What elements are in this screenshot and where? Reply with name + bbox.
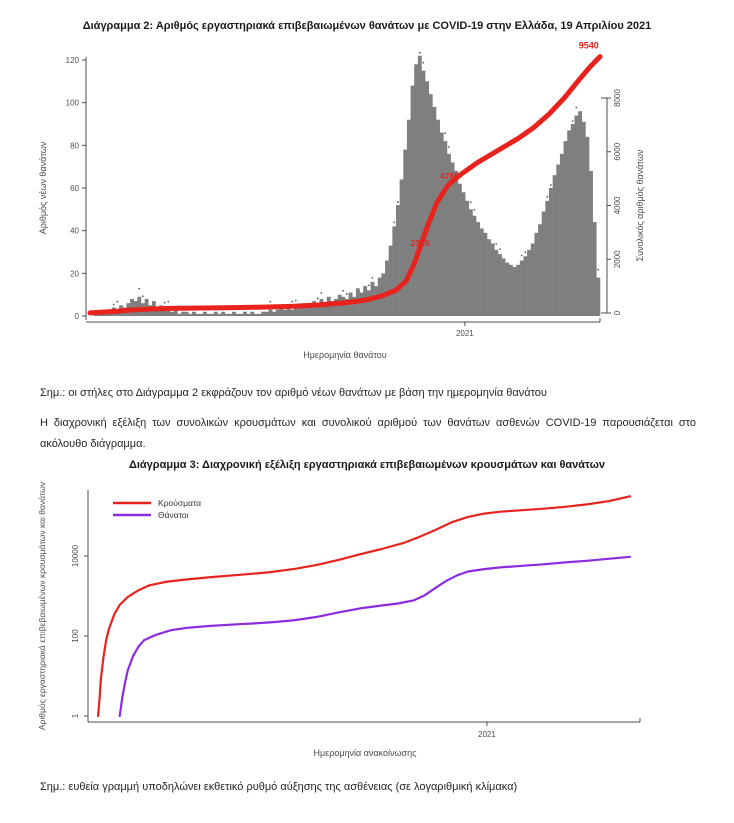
- svg-text:8000: 8000: [613, 89, 622, 107]
- body-paragraph: Η διαχρονική εξέλιξη των συνολικών κρουσμάτων και συνολικού αριθμού των θανάτων ασθενών COVID-19 παρουσιάζεται στο ακόλουθο διάγραμμα.: [40, 417, 696, 450]
- svg-text:100: 100: [65, 98, 79, 108]
- svg-text:40: 40: [70, 226, 79, 236]
- svg-text:Συνολικός αριθμός θανάτων: Συνολικός αριθμός θανάτων: [635, 149, 645, 262]
- svg-text:0: 0: [74, 312, 79, 321]
- svg-text:2021: 2021: [455, 329, 474, 338]
- svg-text:Ημερομηνία θανάτου: Ημερομηνία θανάτου: [303, 350, 387, 360]
- svg-text:20: 20: [70, 269, 79, 279]
- svg-text:Κρούσματα: Κρούσματα: [158, 498, 202, 508]
- svg-text:100: 100: [71, 629, 80, 643]
- svg-text:2345: 2345: [410, 238, 430, 249]
- svg-text:80: 80: [70, 141, 79, 151]
- chart3-footnote: Σημ.: ευθεία γραμμή υποδηλώνει εκθετικό ρυθμό αύξησης της ασθένειας (σε λογαριθμική κλίμακα): [40, 781, 518, 793]
- chart2-title: Διάγραμμα 2: Αριθμός εργαστηριακά επιβεβαιωμένων θανάτων με COVID-19 στην Ελλάδα, 19 Απριλίου 2021: [82, 20, 652, 32]
- svg-text:Θάνατοι: Θάνατοι: [158, 510, 189, 520]
- svg-text:6000: 6000: [613, 142, 622, 161]
- chart-log-cases-deaths: [0, 468, 734, 778]
- svg-text:120: 120: [65, 56, 79, 65]
- svg-text:10000: 10000: [71, 544, 80, 568]
- chart3-title: Διάγραμμα 3: Διαχρονική εξέλιξη εργαστηριακά επιβεβαιωμένων κρουσμάτων και θανάτων: [128, 459, 606, 471]
- svg-text:4788: 4788: [440, 170, 460, 181]
- svg-text:4000: 4000: [613, 196, 622, 215]
- svg-text:60: 60: [70, 184, 79, 193]
- svg-text:9540: 9540: [578, 40, 599, 51]
- svg-text:Αριθμός εργαστηριακά επιβεβαιω: Αριθμός εργαστηριακά επιβεβαιωμένων κρουσμάτων και θανάτων: [37, 481, 47, 731]
- svg-text:2000: 2000: [613, 250, 622, 269]
- svg-text:1: 1: [71, 713, 80, 719]
- svg-text:Ημερομηνία ανακοίνωσης: Ημερομηνία ανακοίνωσης: [313, 748, 417, 758]
- chart-daily-deaths-with-cumulative-line: [0, 30, 734, 380]
- chart2-footnote: Σημ.: οι στήλες στο Διάγραμμα 2 εκφράζουν τον αριθμό νέων θανάτων με βάση την ημερομηνία θανάτου: [40, 387, 547, 399]
- svg-text:2021: 2021: [478, 730, 496, 739]
- svg-text:0: 0: [613, 310, 622, 316]
- svg-text:Αριθμός νέων θανάτων: Αριθμός νέων θανάτων: [38, 141, 48, 235]
